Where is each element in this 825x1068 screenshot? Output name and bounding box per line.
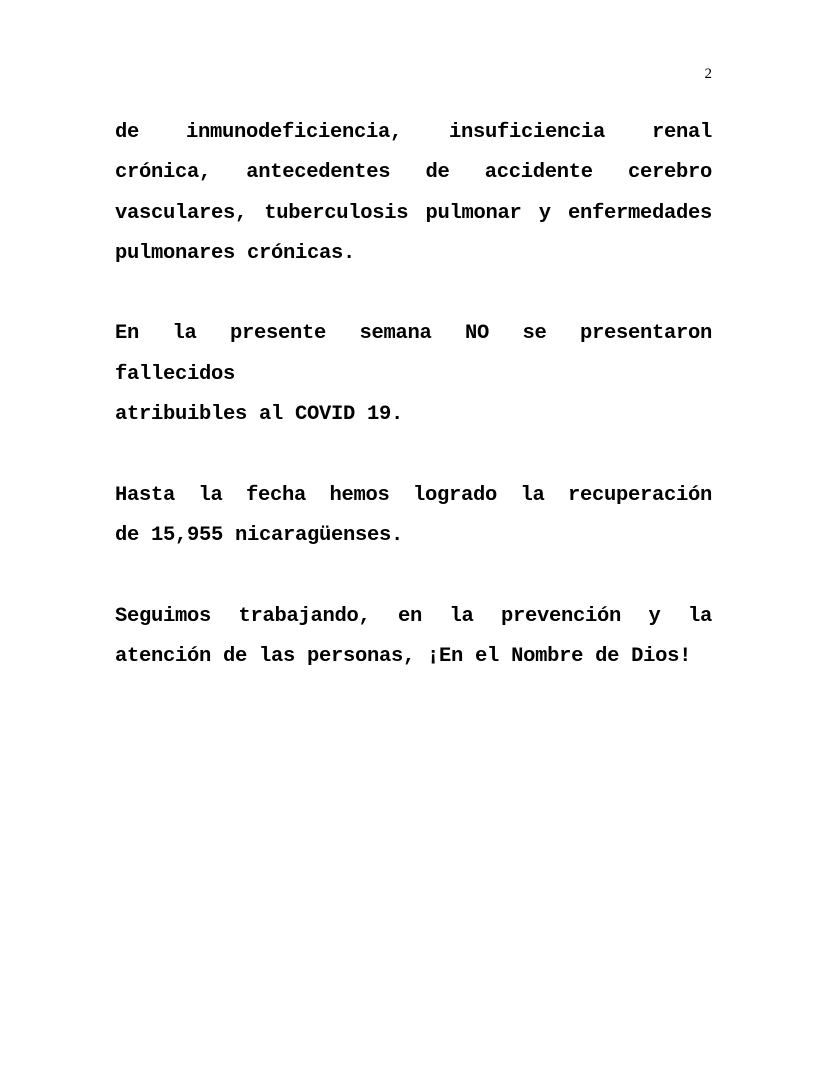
paragraph-recoveries — [115, 476, 712, 557]
text-line: Hasta la fecha hemos logrado la recuperación — [115, 483, 712, 507]
text-line: pulmonares crónicas. — [115, 241, 356, 265]
text-line: vasculares, tuberculosis pulmonar y enfermedades — [115, 201, 712, 225]
paragraph-deaths — [115, 314, 712, 435]
text-line: de inmunodeficiencia, insuficiencia renal — [115, 121, 712, 144]
text-line: crónica, antecedentes de accidente cerebro — [115, 161, 712, 185]
paragraph-comorbidities — [115, 113, 712, 274]
text-line: de 15,955 nicaragüenses. — [115, 523, 404, 547]
text-line: atribuibles al COVID 19. — [115, 403, 404, 427]
text-line: En la presente semana NO se presentaron fallecidos — [115, 322, 712, 386]
text-line: Seguimos trabajando, en la prevención y la — [115, 604, 712, 628]
paragraph-closing — [115, 597, 712, 678]
text-line: atención de las personas, ¡En el Nombre de Dios! — [115, 644, 692, 668]
document-body — [115, 113, 712, 717]
page-number: 2 — [704, 66, 712, 82]
